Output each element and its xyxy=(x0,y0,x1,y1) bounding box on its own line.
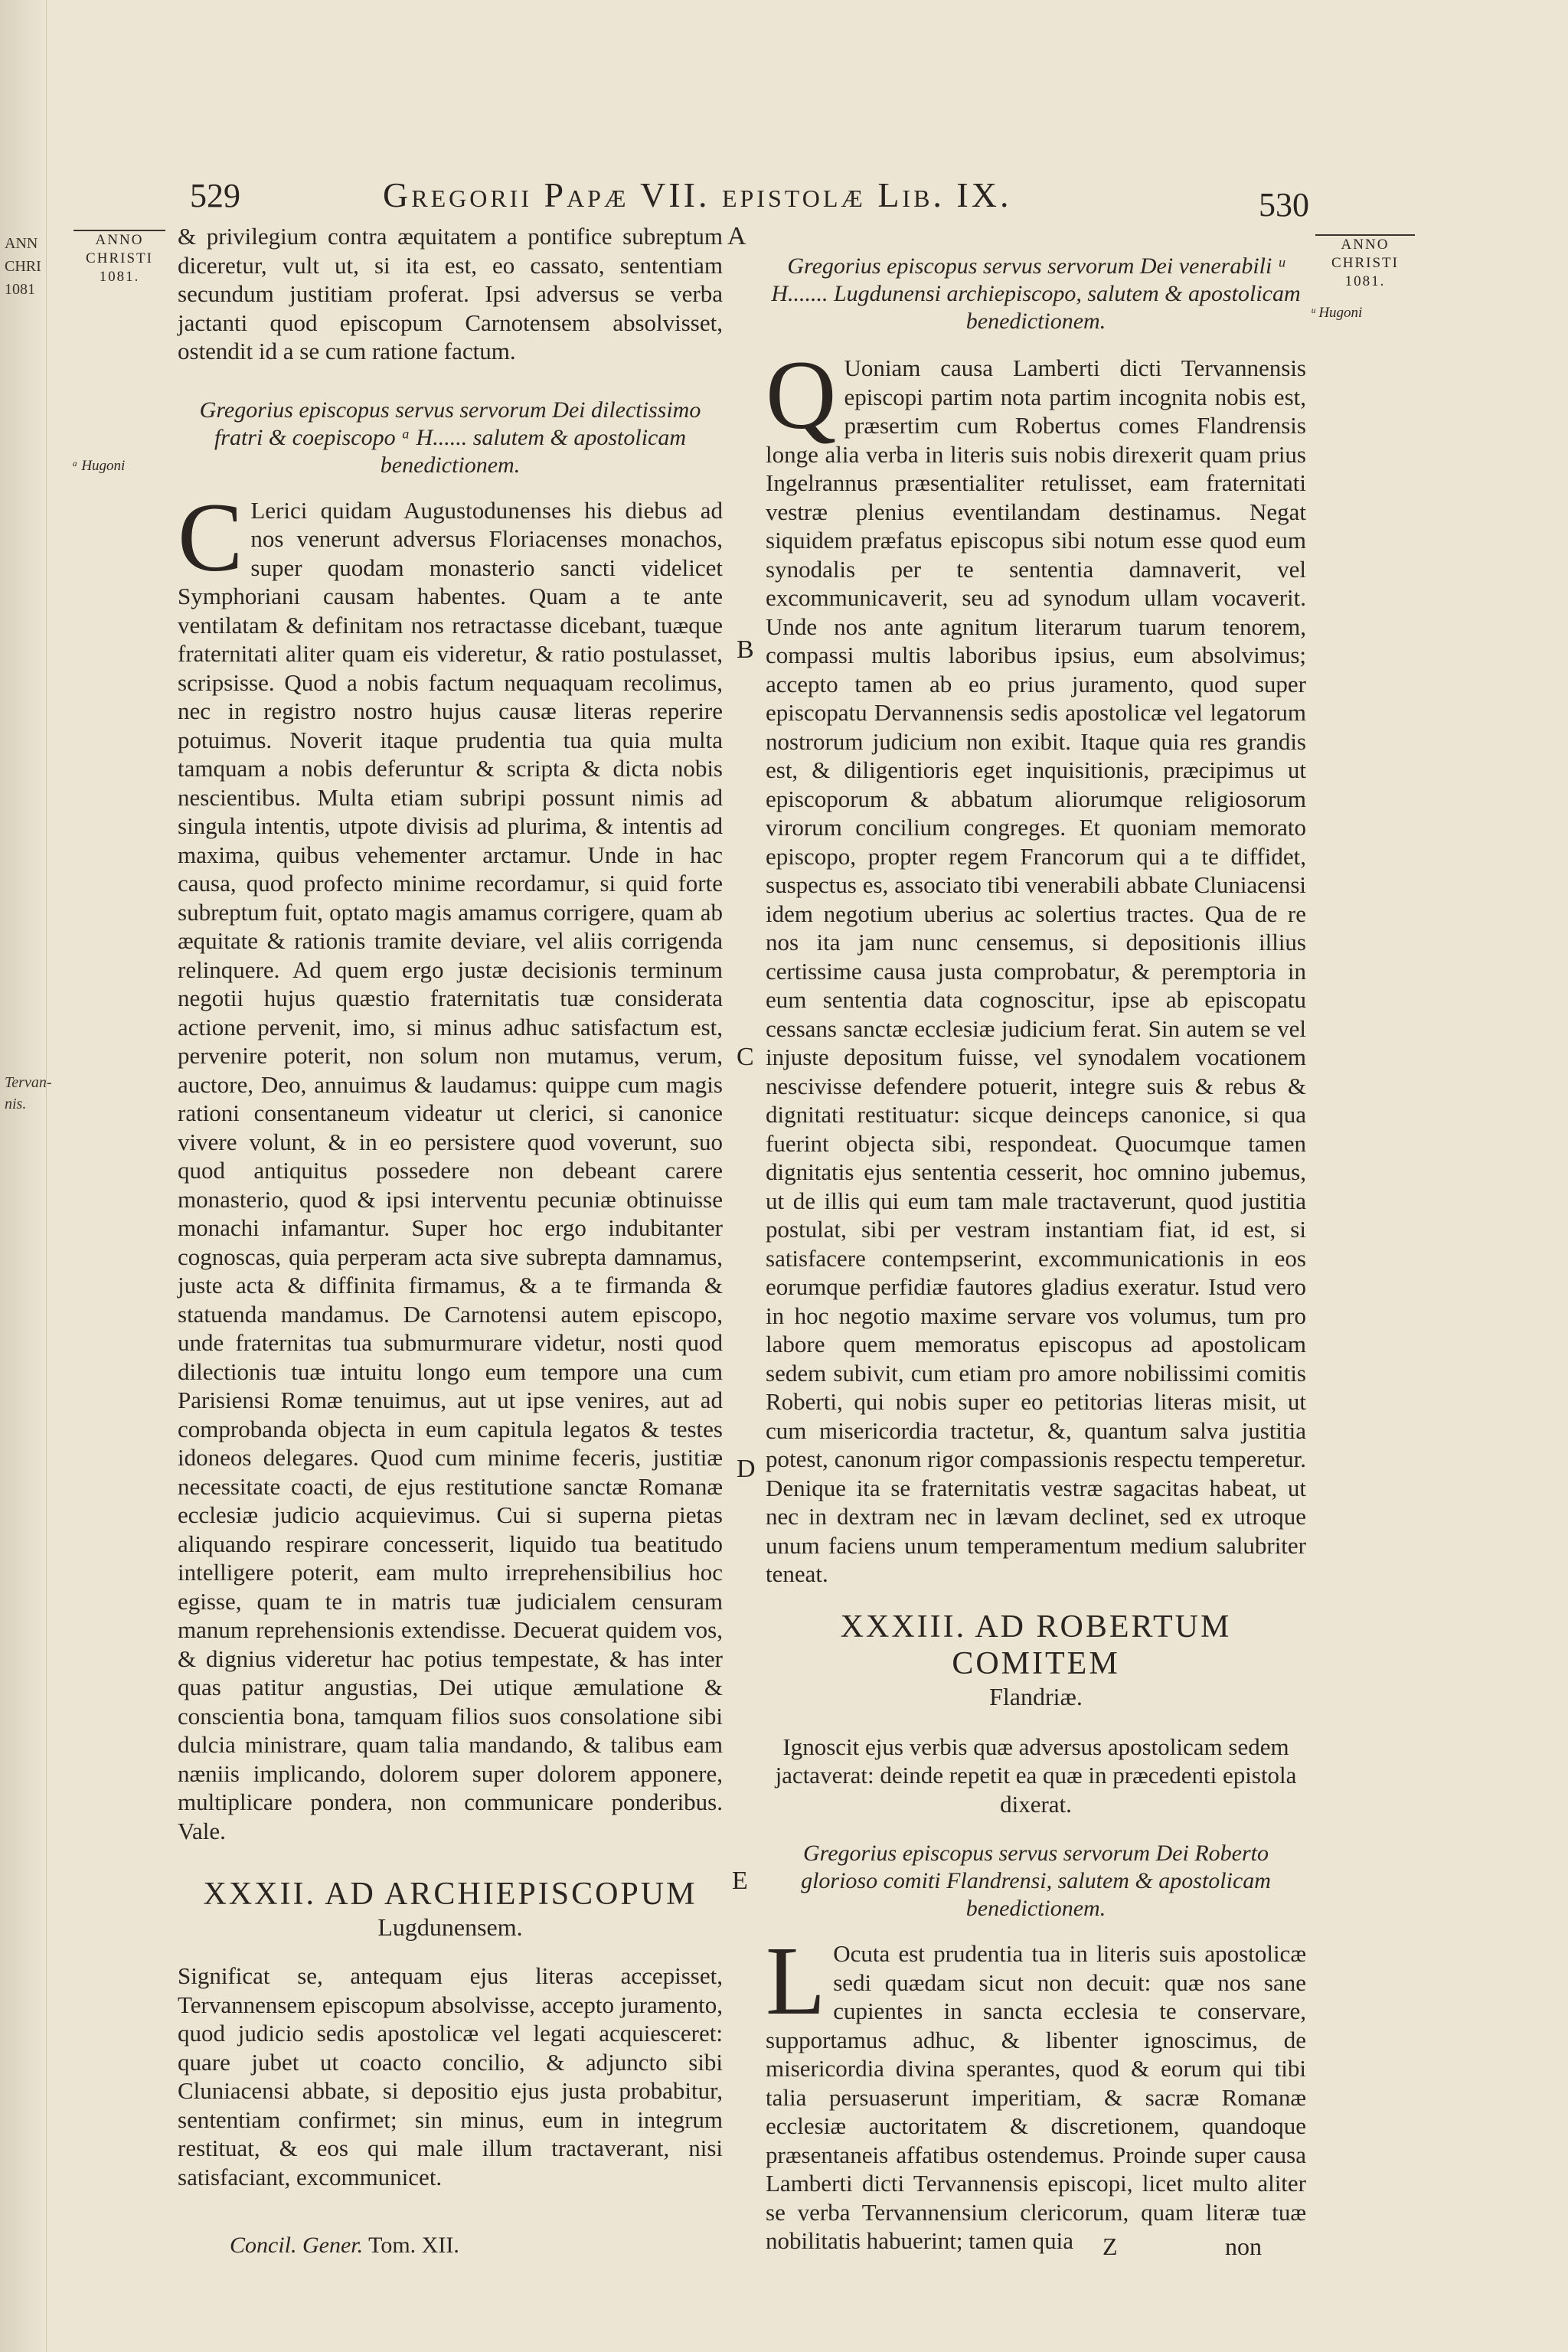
left-letter xyxy=(178,482,723,1846)
summary-xxxiii: Ignoscit ejus verbis quæ adversus apostolicam sedem jactaverat: deinde repetit ea quæ in præcedenti epistola dixerat. xyxy=(775,1733,1297,1818)
christi-label: CHRISTI xyxy=(86,250,153,266)
dropcap-q: Q xyxy=(766,341,837,449)
edge-christi: CHRI xyxy=(5,258,41,275)
running-title: Gregorii Papæ VII. epistolæ Lib. IX. xyxy=(383,175,1012,214)
margin-note-hugoni-left: ᵃ Hugoni xyxy=(72,458,126,474)
subheading-lugdunensem: Lugdunensem. xyxy=(377,1913,523,1941)
left-column xyxy=(178,222,723,2191)
right-anno-box xyxy=(1315,234,1415,291)
page-number-left: 529 xyxy=(190,177,240,214)
left-salutation: Gregorius episcopus servus servorum Dei dilectissimo fratri & coepiscopo ᵃ H...... salutem & apostolicam benedictionem. xyxy=(199,397,701,478)
dropcap-c: C xyxy=(178,482,243,592)
right-letter xyxy=(766,341,1306,1589)
subheading-flandriae: Flandriæ. xyxy=(989,1682,1083,1710)
summary-xxxii: Significat se, antequam ejus literas accepisset, Tervannensem episcopum absolvisse, accepto juramento, quod judicio sedis apostolicæ vel legati acquiesceret: quare jubet ut coacto concilio, & adjuncto sibi Cluniacensi abbate, si depositio ejus justa probabitur, sententiam confirmet; sin minus, eum in integrum restituat, & eos qui male illum tractaverant, nisi satisfaciant, excommunicet. xyxy=(178,1962,723,2190)
page-number-right: 530 xyxy=(1259,186,1309,224)
salutation-roberto: Gregorius episcopus servus servorum Dei Roberto glorioso comiti Flandrensi, salutem & apostolicam benedictionem. xyxy=(801,1841,1271,1921)
section-letter-d: D xyxy=(737,1455,756,1483)
left-letter-text: Lerici quidam Augustodunenses his diebus ad nos venerunt adversus Floriacenses monachos, super quodam monasterio sancti videlicet Symphoriani causam habentes. Quam a te ante ventilatam & definitam nos retractasse dicebant, tuæque fraternitati aliter quam eis videretur, & ratio postulasset, scripsisse. Quod a nobis factum nequaquam recolimus, nec in registro nostro hujus causæ literas reperire potuimus. Noverit itaque prudentia tua quia multa tamquam a nobis deferuntur & scripta & dicta nobis nescientibus. Multa etiam subripi possunt nimis ad singula intentis, utpote divisis ad plurima, & intentis ad maxima, quibus vehementer arctamur. Unde in hac causa, quod profecto minime recordamur, si quid forte subreptum fuit, optato magis amamus corrigere, quam ab æquitate & rationis tramite deviare, vel aliis corrigenda relinquere. Ad quem ergo justæ decisionis terminum negotii hujus quæstio fraternitatis tuæ considerata actione pervenit, imo, si minus adhuc satisfactum est, pervenire poterit, non solum non mutamus, verum, auctore, Deo, annuimus & laudamus: quippe cum magis rationi consentaneum videatur ut clerici, si canonice vivere volunt, & in eo persistere quod voverunt, suo quod antiquitus possedere non debeant carere monasterio, quod & ipsi interventu pecuniæ obtinuisse monachi infamantur. Super hoc ergo indubitanter cognoscas, quia perperam acta sive subrepta damnamus, juste acta & diffinita firmamus, & a te firmanda & statuenda mandamus. De Carnotensi autem episcopo, unde fraternitas tua submurmurare videtur, nosti quod dilectionis tuæ intuitu longo eum tempore una cum Parisiensi Romæ tenuimus, aut ut ipse venires, aut ad comprobanda objecta in eum capitula legatos & testes idoneos delegares. Quod cum minime feceris, justitiæ necessitate coacti, de ejus restitutione sanctæ Romanæ ecclesiæ judicio acquievimus. Cui si superna pietas aliquando respirare concesserit, liquido tua beatitudo intelligere poterit, eam multo irreprehensibilius hoc egisse, quam te in matris tuæ judicialem censuram manum reprehensionis extendisse. Decuerat quidem vos, & dignius videretur hac potius tempestate, & has inter quas patitur angustias, Dei utique æmulatione & conscientia bona, tamquam filios suos consolatione sibi dulcia ministrare, quam talia mandando, & talibus eam næniis implicando, dolorem super dolorem apponere, multiplicare pondera, non communicare ponderibus. Vale. xyxy=(178,496,723,1844)
letter-roberto-text: Ocuta est prudentia tua in literis suis apostolicæ sedi quædam sicut non decuit: quæ nos sane cupientes in sancta ecclesia te conservare, supportamus adhuc, & libenter ignoscimus, de misericordia divina sperantes, quod & eorum qui tibi talia persuaserunt imperitiam, & sacræ Romanæ ecclesiæ auctoritatem & discretionem, quandoque præsentaneis affatibus ostendemus. Proinde super causa Lamberti dicti Tervannensis episcopi, licet multo aliter se verba Tervannensium clericorum, quam literæ tuæ nobilitatis habuerint; tamen quia xyxy=(766,1940,1306,2254)
catchword: non xyxy=(1225,2233,1262,2260)
anno-label: ANNO xyxy=(74,230,165,250)
left-opening-text: & privilegium contra æquitatem a pontifice subreptum diceretur, vult ut, si ita est, eo cassato, sententiam secundum justitiam proferat. Ipsi adversus se verba jactanti quod episcopum Carnotensem absolvisset, ostendit id a se cum ratione factum. xyxy=(178,223,723,364)
heading-xxxiii: XXXIII. AD ROBERTUM COMITEM xyxy=(840,1609,1232,1681)
section-letter-e: E xyxy=(732,1867,748,1895)
section-letter-a: A xyxy=(727,222,746,250)
edge-note-2: nis. xyxy=(5,1096,27,1112)
edge-note-1: Tervan- xyxy=(5,1074,52,1091)
signature-mark: Z xyxy=(1102,2233,1118,2260)
facing-page-edge xyxy=(0,0,52,2352)
letter-roberto xyxy=(766,1926,1306,2256)
edge-anno: ANN xyxy=(5,235,38,252)
footer-concil: Concil. Gener. xyxy=(230,2233,364,2258)
section-letter-b: B xyxy=(737,635,754,664)
footer-tom: Tom. XII. xyxy=(368,2233,459,2258)
left-anno-box xyxy=(74,230,165,286)
anno-year: 1081. xyxy=(1344,273,1386,289)
edge-year: 1081 xyxy=(5,281,35,298)
christi-label: CHRISTI xyxy=(1331,255,1399,271)
dropcap-l: L xyxy=(766,1926,826,2035)
section-letter-c: C xyxy=(737,1043,754,1071)
heading-xxxii: XXXII. AD ARCHIEPISCOPUM xyxy=(203,1877,697,1912)
margin-note-hugoni-right: ᵘ Hugoni xyxy=(1311,305,1363,321)
running-header xyxy=(176,170,1309,224)
right-salutation: Gregorius episcopus servus servorum Dei venerabili ᵘ H....... Lugdunensi archiepiscopo, salutem & apostolicam benedictionem. xyxy=(771,253,1301,334)
anno-label: ANNO xyxy=(1315,234,1415,254)
footer-volume xyxy=(230,2233,459,2259)
right-letter-text: Uoniam causa Lamberti dicti Tervannensis episcopi partim nota partim incognita nobis est, præsertim cum Robertus comes Flandrensis longe alia verba in literis suis nobis direxerit quam prius Ingelrannus præsentialiter retulisset, eam fraternitati vestræ plenius eventilandam destinamus. Negat siquidem præfatus episcopus sibi notum esse quod eum synodalis per te sententia damnaverit, vel excommunicaverit, seu ad synodum ullam vocaverit. Unde nos ante agnitum literarum tuarum tenorem, compassi multis laboribus ipsius, eum absolvimus; accepto tamen ab eo prius juramento, quod super episcopatu Dervannensis sedis apostolicæ vel legatorum nostrorum judicium non exibit. Itaque quia res grandis est, & diligentioris eget inquisitionis, præcipimus ut episcoporum & abbatum aliorumque religiosorum virorum concilium congreges. Et quoniam memorato episcopo, propter regem Francorum qui a te diffidet, suspectus es, associato tibi venerabili abbate Cluniacensi idem negotium uberius ac solertius tractes. Qua de re nos ita jam nunc censemus, si depositionis illius certissime causa justa comprobatur, & peremptoria in eum sententia data cognoscitur, ipse ab episcopatu cessans sanctæ ecclesiæ judicium ferat. Sin autem se vel injuste depositum fuisse, vel synodalem vocationem nescivisse defendere potuerit, integre suis & rebus & dignitati restituatur: sicque deinceps canonice, si qua fuerint objecta sibi, respondeat. Quocumque tamen dignitatis ejus sententia cesserit, hoc omnino jubemus, ut de illis qui eum tam male tractaverunt, quod justitia postulat, sibi per vestram instantiam fiat, id est, si satisfacere contempserint, excommunicationis in eos eorumque perfidiæ fautores gladius exeratur. Istud vero in hoc negotio maxime servare vos volumus, tum pro labore quem memoratus episcopus ad apostolicam sedem subivit, cum etiam pro amore nobilissimi comitis Roberti, qui nobis super eo petitorias literas misit, ut cum misericordia tractetur, &, quantum salva justitia potest, canonum rigor compassionis respectu temperetur. Denique ita se fraternitatis vestræ sagacitas habeat, ut nec in dextram nec in lævam declinet, sed ex utroque unum faciens unum temperamentum medium salubriter teneat. xyxy=(766,354,1306,1587)
right-column xyxy=(766,253,1306,2256)
anno-year: 1081. xyxy=(99,269,140,285)
